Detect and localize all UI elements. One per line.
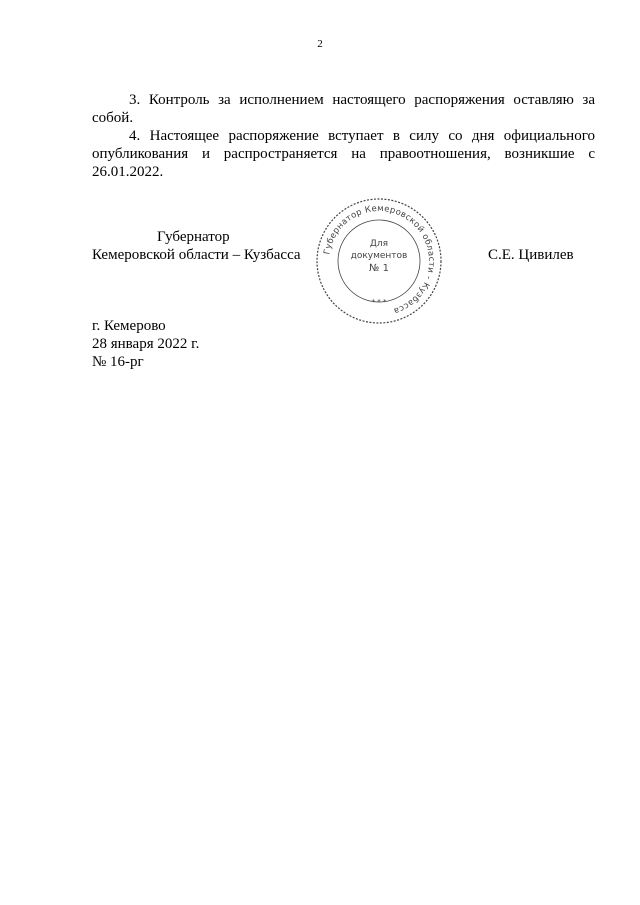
seal-ring-textpath: Губернатор Кемеровской области - Кузбасса <box>322 203 437 316</box>
official-seal <box>314 196 444 326</box>
seal-center-line3: № 1 <box>369 263 389 274</box>
seal-center-line2: документов <box>350 251 408 261</box>
page-number: 2 <box>317 38 323 50</box>
paragraph-3 <box>92 91 595 127</box>
seal-inner-ring <box>338 220 420 302</box>
signatory-name: С.Е. Цивилев <box>488 247 574 263</box>
seal-stars: * * * <box>371 298 387 306</box>
signatory-title-line2: Кемеровской области – Кузбасса <box>92 247 301 263</box>
footer-date: 28 января 2022 г. <box>92 336 200 352</box>
footer-city: г. Кемерово <box>92 318 166 334</box>
paragraph-4-text: 4. Настоящее распоряжение вступает в силу со дня официального опубликования и распространяется на правоотношения, возникшие с 26.01.2022. <box>92 128 595 180</box>
paragraph-3-text: 3. Контроль за исполнением настоящего распоряжения оставляю за собой. <box>92 92 595 126</box>
footer-doc-number: № 16-рг <box>92 354 144 370</box>
seal-center-line1: Для <box>369 239 389 249</box>
signatory-title-line1: Губернатор <box>157 229 230 245</box>
paragraph-4 <box>92 127 595 181</box>
